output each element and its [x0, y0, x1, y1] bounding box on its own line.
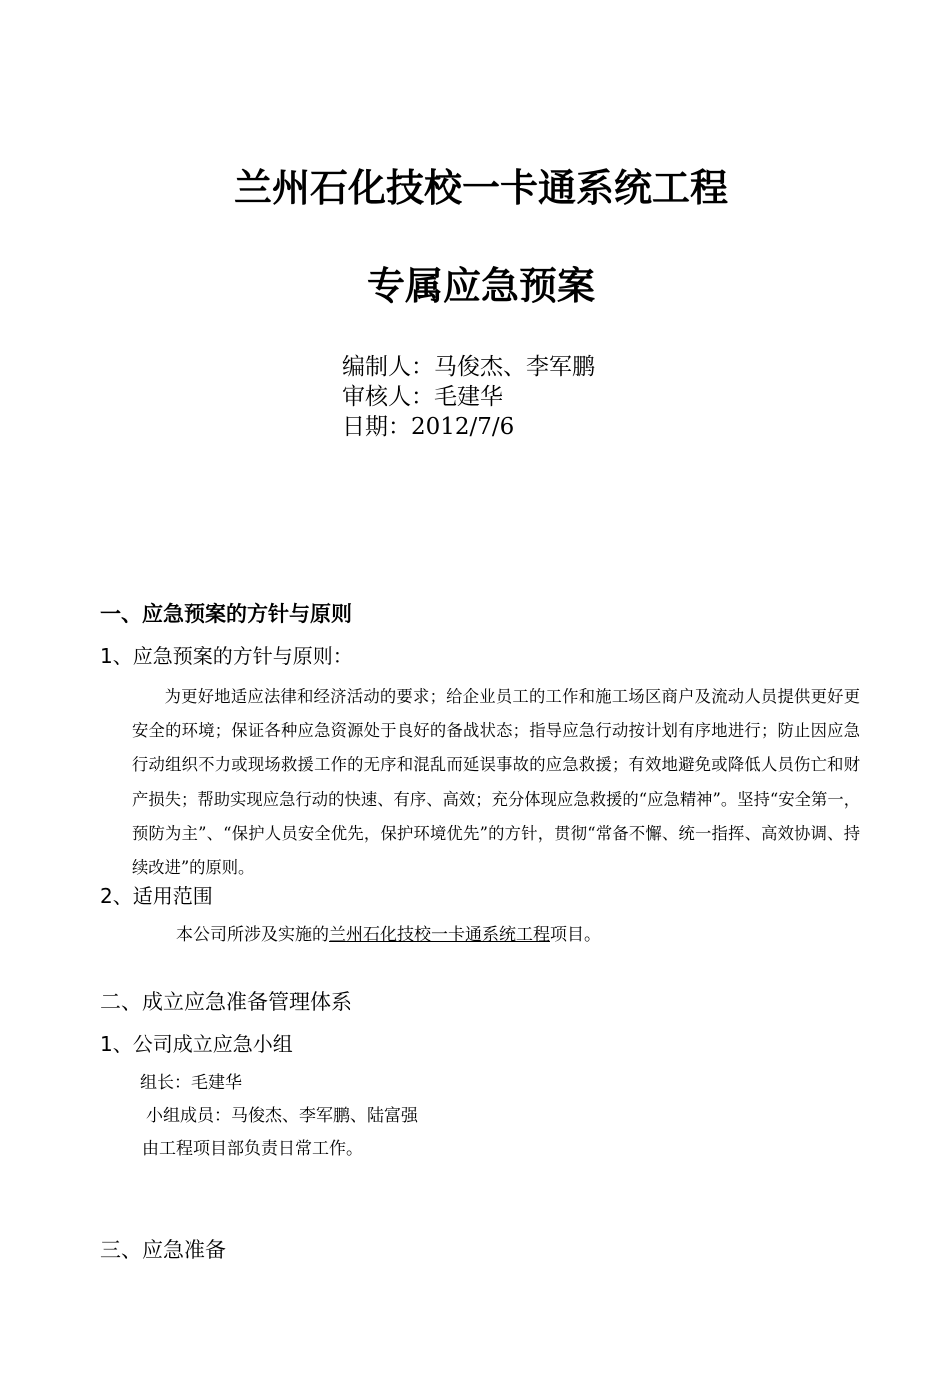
date-line: 日期：2012/7/6 [342, 414, 515, 440]
scope-suffix: 项目。 [550, 925, 601, 945]
section-3-heading: 三、应急准备 [100, 1238, 226, 1262]
team-duty: 由工程项目部负责日常工作。 [142, 1139, 363, 1159]
document-subtitle: 专属应急预案 [366, 264, 595, 308]
section-1-2-heading: 2、适用范围 [100, 884, 213, 908]
team-members: 小组成员：马俊杰、李军鹏、陆富强 [146, 1106, 418, 1126]
scope-project-name: 兰州石化技校一卡通系统工程 [329, 925, 550, 945]
section-1-1-heading: 1、应急预案的方针与原则： [100, 644, 353, 668]
scope-text [176, 921, 601, 949]
reviewer-line: 审核人：毛建华 [342, 384, 503, 410]
author-line: 编制人：马俊杰、李军鹏 [342, 354, 595, 380]
section-1-heading: 一、应急预案的方针与原则 [100, 602, 352, 626]
section-2-1-heading: 1、公司成立应急小组 [100, 1032, 293, 1056]
scope-prefix: 本公司所涉及实施的 [176, 925, 329, 945]
team-leader: 组长：毛建华 [140, 1073, 242, 1093]
section-2-heading: 二、成立应急准备管理体系 [100, 990, 352, 1014]
document-title: 兰州石化技校一卡通系统工程 [233, 166, 728, 210]
principles-paragraph: 为更好地适应法律和经济活动的要求；给企业员工的工作和施工场区商户及流动人员提供更好更安全的环境；保证各种应急资源处于良好的备战状态；指导应急行动按计划有序地进行；防止因应急行动组织不力或现场救援工作的无序和混乱而延误事故的应急救援；有效地避免或降低人员伤亡和财产损失；帮助实现应急行动的快速、有序、高效；充分体现应急救援的“应急精神”。坚持“安全第一，预防为主”、“保护人员安全优先，保护环境优先”的方针，贯彻“常备不懈、统一指挥、高效协调、持续改进”的原则。 [132, 687, 860, 878]
